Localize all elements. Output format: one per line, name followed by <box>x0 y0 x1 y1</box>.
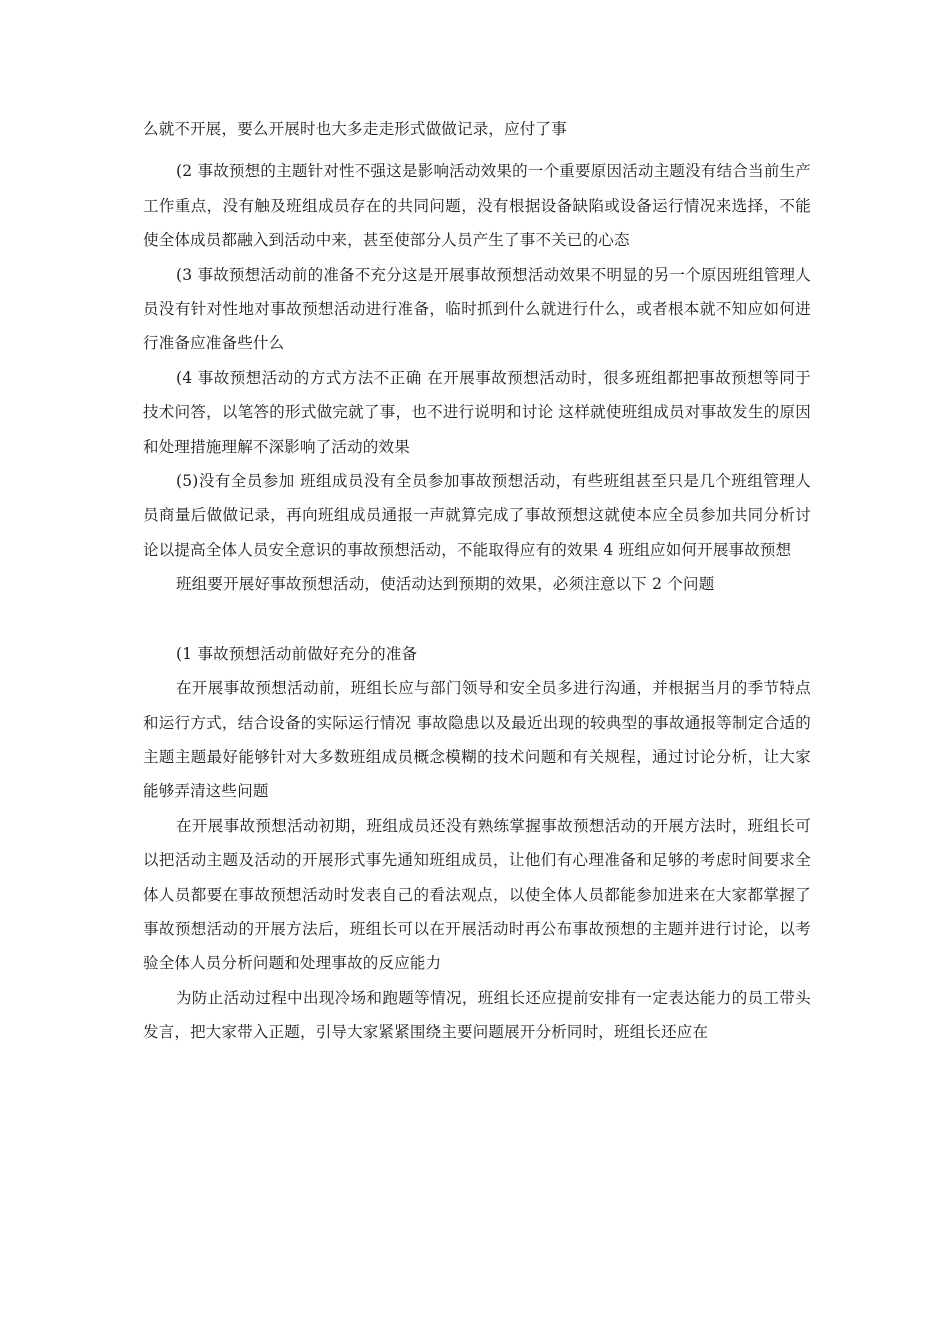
paragraph-item-2: (2 事故预想的主题针对性不强这是影响活动效果的一个重要原因活动主题没有结合当前生产工作重点，没有触及班组成员存在的共同问题，没有根据设备缺陷或设备运行情况来选择，不能使全体成员都融入到活动中来，甚至使部分人员产生了事不关已的心态 <box>143 162 811 250</box>
paragraph-heading-1: (1 事故预想活动前做好充分的准备 <box>176 644 418 663</box>
paragraph-intro: 班组要开展好事故预想活动，使活动达到预期的效果，必须注意以下 2 个问题 <box>176 575 715 594</box>
paragraph-body: 在开展事故预想活动初期，班组成员还没有熟练掌握事故预想活动的开展方法时，班组长可以把活动主题及活动的开展形式事先通知班组成员，让他们有心理准备和足够的考虑时间要求全体人员都要在事故预想活动时发表自己的看法观点，以使全体人员都能参加进来在大家都掌握了事故预想活动的开展方法后，班组长可以在开展活动时再公布事故预想的主题并进行讨论，以考验全体人员分析问题和处理事故的反应能力 <box>143 816 811 973</box>
document-page <box>143 112 811 1050</box>
paragraph-item-3: (3 事故预想活动前的准备不充分这是开展事故预想活动效果不明显的另一个原因班组管理人员没有针对性地对事故预想活动进行准备，临时抓到什么就进行什么，或者根本就不知应如何进行准备应准备些什么 <box>143 265 811 353</box>
paragraph-item-5: (5)没有全员参加 班组成员没有全员参加事故预想活动，有些班组甚至只是几个班组管理人员商量后做做记录，再向班组成员通报一声就算完成了事故预想这就使本应全员参加共同分析讨论以提高全体人员安全意识的事故预想活动，不能取得应有的效果 4 班组应如何开展事故预想 <box>143 472 811 559</box>
paragraph-continuation: 么就不开展，要么开展时也大多走走形式做做记录，应付了事 <box>143 120 567 138</box>
paragraph-body: 为防止活动过程中出现冷场和跑题等情况，班组长还应提前安排有一定表达能力的员工带头发言，把大家带入正题，引导大家紧紧围绕主要问题展开分析同时，班组长还应在 <box>143 988 811 1042</box>
paragraph-body: 在开展事故预想活动前，班组长应与部门领导和安全员多进行沟通，并根据当月的季节特点和运行方式，结合设备的实际运行情况 事故隐患以及最近出现的较典型的事故通报等制定合适的主题主题最好能够针对大多数班组成员概念模糊的技术问题和有关规程，通过讨论分析，让大家能够弄清这些问题 <box>143 679 811 801</box>
paragraph-item-4: (4 事故预想活动的方式方法不正确 在开展事故预想活动时，很多班组都把事故预想等同于技术问答，以笔答的形式做完就了事，也不进行说明和讨论 这样就使班组成员对事故发生的原因和处理措施理解不深影响了活动的效果 <box>143 368 811 456</box>
